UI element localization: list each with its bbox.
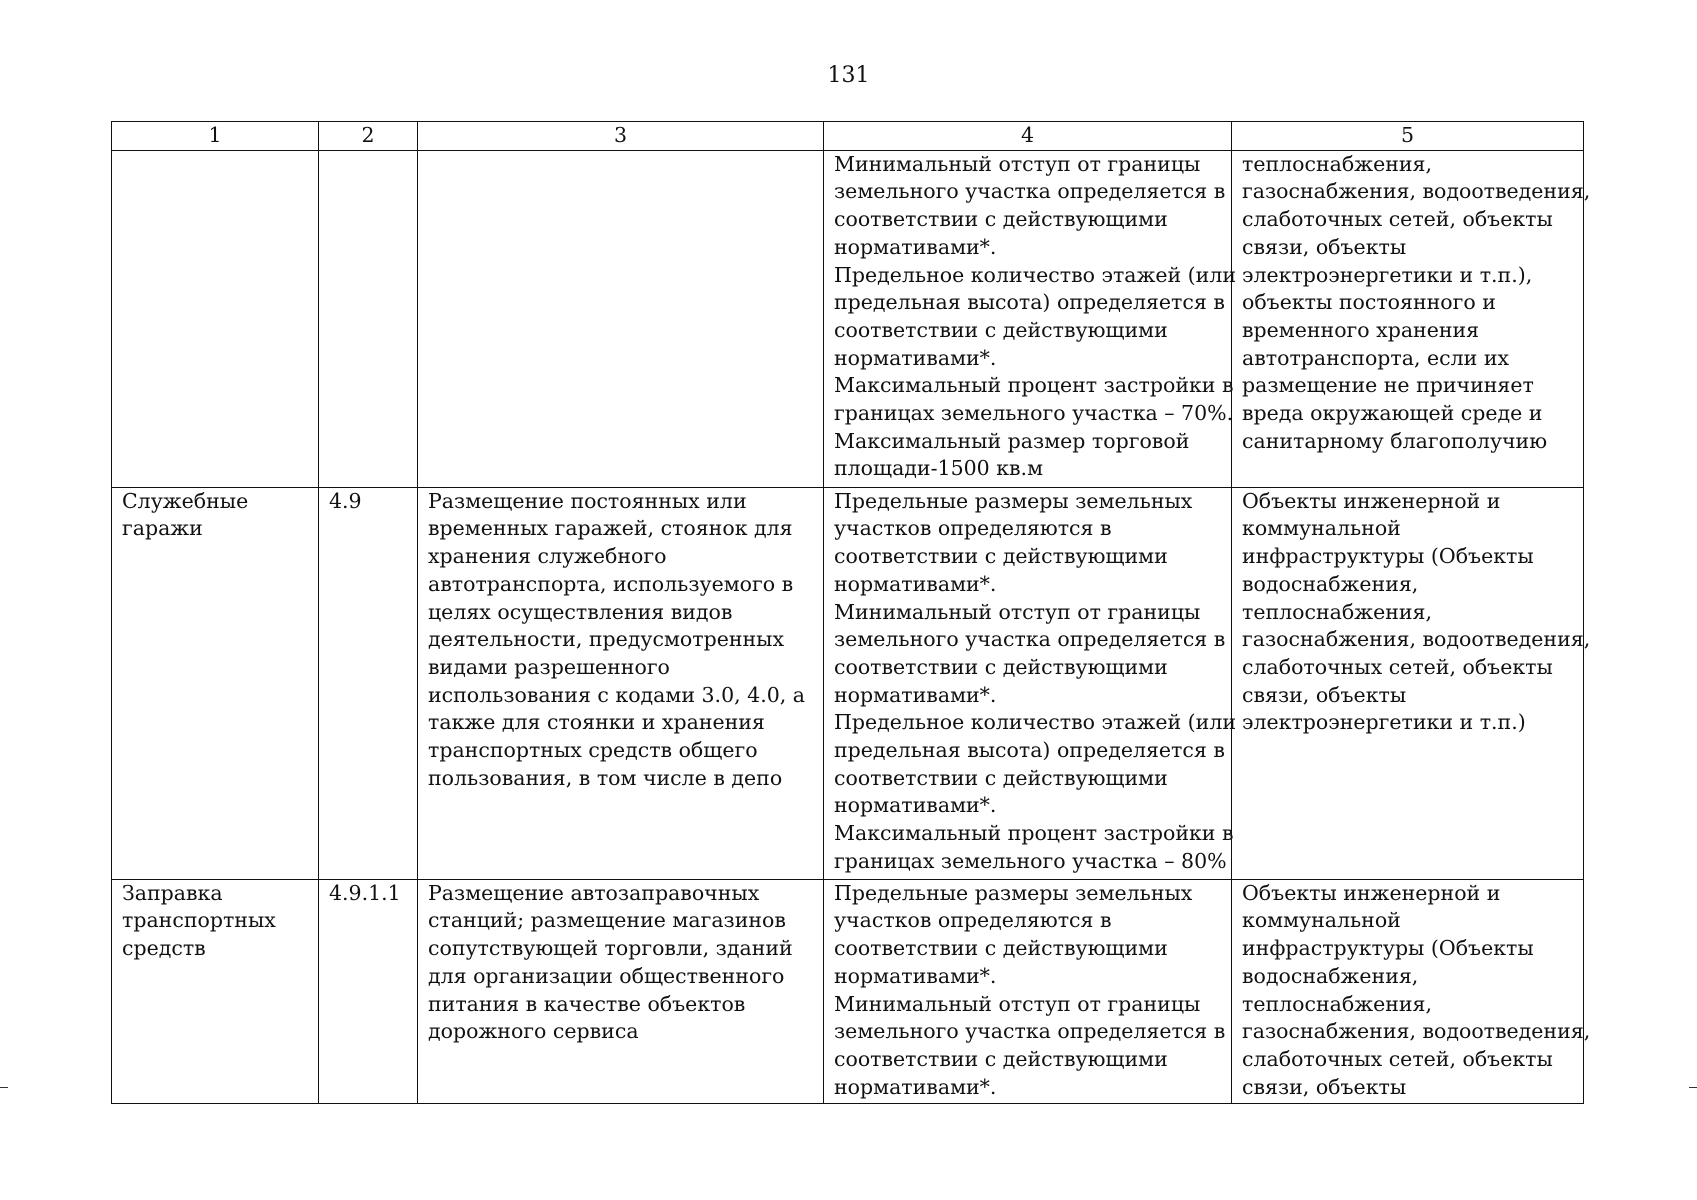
cell-text-line: соответствии с действующими — [834, 765, 1168, 790]
cell-parameters — [824, 150, 1237, 487]
cell-text-line: Минимальный отступ от границы — [834, 599, 1201, 624]
cell-text-line: водоснабжения, — [1242, 963, 1419, 988]
cell-text-line: временного хранения — [1242, 317, 1480, 342]
cell-text-line: связи, объекты — [1242, 234, 1407, 259]
cell-text-line: 4.9.1.1 — [329, 880, 401, 905]
cell-text-line: Служебные — [122, 488, 249, 513]
cell-text-line: участков определяются в — [834, 516, 1112, 541]
cell-text-line: размещение не причиняет — [1242, 373, 1534, 398]
cell-text-line: видами разрешенного — [428, 654, 670, 679]
cell-text-line: предельная высота) определяется в — [834, 738, 1225, 763]
cell-use-description — [418, 879, 824, 1103]
cell-text-line: гаражи — [122, 516, 203, 541]
cell-text-line: коммунальной — [1242, 516, 1401, 541]
cell-text-line: газоснабжения, водоотведения, — [1242, 1019, 1591, 1044]
cell-text-line: участков определяются в — [834, 908, 1112, 933]
table-row — [112, 879, 1584, 1103]
cell-text-line: автотранспорта, если их — [1242, 345, 1510, 370]
cell-text-line: электроэнергетики и т.п.) — [1242, 710, 1526, 735]
cell-text-line: сопутствующей торговли, зданий — [428, 936, 793, 961]
cell-text-line: земельного участка определяется в — [834, 1019, 1226, 1044]
cell-text-line: инфраструктуры (Объекты — [1242, 936, 1534, 961]
cell-text-line: газоснабжения, водоотведения, — [1242, 627, 1591, 652]
cell-text-line: объекты постоянного и — [1242, 290, 1496, 315]
cell-use-name — [112, 150, 319, 487]
cell-parameters — [824, 487, 1237, 879]
cell-text-line: 4.9 — [329, 488, 362, 513]
cell-text-line: водоснабжения, — [1242, 571, 1419, 596]
cell-text-line: Размещение постоянных или — [428, 488, 747, 513]
cell-text-line: станций; размещение магазинов — [428, 908, 786, 933]
cell-text-line: соответствии с действующими — [834, 1046, 1168, 1071]
cell-use-code — [319, 487, 418, 879]
table-row — [112, 487, 1584, 879]
cell-text-line: соответствии с действующими — [834, 654, 1168, 679]
cell-text-line: газоснабжения, водоотведения, — [1242, 179, 1591, 204]
cell-text-line: транспортных — [122, 908, 276, 933]
cell-text-line: теплоснабжения, — [1242, 991, 1432, 1016]
cell-text-line: нормативами*. — [834, 571, 997, 596]
cell-text-line: нормативами*. — [834, 793, 997, 818]
cell-text-line: дорожного сервиса — [428, 1019, 639, 1044]
cell-text-line: Максимальный размер торговой — [834, 428, 1190, 453]
cell-text-line: Объекты инженерной и — [1242, 488, 1501, 513]
cell-text-line: предельная высота) определяется в — [834, 290, 1225, 315]
cell-text-line: временных гаражей, стоянок для — [428, 516, 793, 541]
cell-text-line: связи, объекты — [1242, 1074, 1407, 1099]
cell-text-line: санитарному благополучию — [1242, 428, 1548, 453]
cell-text-line: автотранспорта, используемого в — [428, 571, 794, 596]
cell-text-line: транспортных средств общего — [428, 738, 758, 763]
cell-text-line: целях осуществления видов — [428, 599, 733, 624]
cell-text-line: теплоснабжения, — [1242, 151, 1432, 176]
cell-text-line: теплоснабжения, — [1242, 599, 1432, 624]
cell-text-line: хранения служебного — [428, 544, 667, 569]
cell-text-line: Предельные размеры земельных — [834, 880, 1193, 905]
cell-text-line: питания в качестве объектов — [428, 991, 746, 1016]
cell-auxiliary-uses — [1232, 487, 1591, 879]
cell-text-line: нормативами*. — [834, 234, 997, 259]
cell-text-line: соответствии с действующими — [834, 544, 1168, 569]
cell-use-name — [112, 487, 319, 879]
cell-text-line: вреда окружающей среде и — [1242, 401, 1543, 426]
cell-text-line: соответствии с действующими — [834, 936, 1168, 961]
cell-text-line: деятельности, предусмотренных — [428, 627, 785, 652]
header-cell-col5: 5 — [1232, 122, 1584, 151]
cell-text-line: пользования, в том числе в депо — [428, 765, 783, 790]
header-cell-col3: 3 — [418, 122, 824, 151]
cell-text-line: также для стоянки и хранения — [428, 710, 765, 735]
cell-text-line: нормативами*. — [834, 345, 997, 370]
cell-use-name — [112, 879, 319, 1103]
cell-use-code — [319, 150, 418, 487]
cell-use-description — [418, 150, 824, 487]
left-margin-mark — [0, 1087, 8, 1088]
cell-text-line: площади-1500 кв.м — [834, 456, 1044, 481]
right-margin-mark — [1689, 1087, 1697, 1088]
cell-text-line: нормативами*. — [834, 1074, 997, 1099]
cell-text-line: соответствии с действующими — [834, 207, 1168, 232]
header-cell-col2: 2 — [319, 122, 418, 151]
cell-text-line: использования с кодами 3.0, 4.0, а — [428, 682, 806, 707]
header-cell-col4: 4 — [824, 122, 1232, 151]
cell-text-line: коммунальной — [1242, 908, 1401, 933]
cell-text-line: слаботочных сетей, объекты — [1242, 207, 1553, 232]
cell-text-line: земельного участка определяется в — [834, 627, 1226, 652]
cell-auxiliary-uses — [1232, 879, 1591, 1103]
cell-text-line: средств — [122, 936, 206, 961]
cell-text-line: Размещение автозаправочных — [428, 880, 760, 905]
cell-use-description — [418, 487, 824, 879]
cell-text-line: Предельное количество этажей (или — [834, 710, 1237, 735]
cell-text-line: Максимальный процент застройки в — [834, 373, 1234, 398]
cell-text-line: связи, объекты — [1242, 682, 1407, 707]
land-use-table — [111, 121, 1591, 1104]
cell-text-line: электроэнергетики и т.п.), — [1242, 262, 1533, 287]
cell-text-line: земельного участка определяется в — [834, 179, 1226, 204]
cell-use-code — [319, 879, 418, 1103]
table-header-row — [112, 122, 1584, 151]
cell-text-line: Минимальный отступ от границы — [834, 151, 1201, 176]
cell-text-line: границах земельного участка – 80% — [834, 848, 1227, 873]
cell-text-line: границах земельного участка – 70%. — [834, 401, 1234, 426]
cell-text-line: для организации общественного — [428, 963, 785, 988]
cell-text-line: нормативами*. — [834, 682, 997, 707]
cell-text-line: Заправка — [122, 880, 223, 905]
header-cell-col1: 1 — [112, 122, 319, 151]
table-row — [112, 150, 1584, 487]
cell-text-line: инфраструктуры (Объекты — [1242, 544, 1534, 569]
cell-text-line: Минимальный отступ от границы — [834, 991, 1201, 1016]
cell-text-line: Максимальный процент застройки в — [834, 821, 1234, 846]
cell-text-line: Объекты инженерной и — [1242, 880, 1501, 905]
cell-text-line: слаботочных сетей, объекты — [1242, 654, 1553, 679]
cell-text-line: Предельное количество этажей (или — [834, 262, 1237, 287]
cell-text-line: слаботочных сетей, объекты — [1242, 1046, 1553, 1071]
cell-parameters — [824, 879, 1232, 1103]
page-number: 131 — [827, 63, 870, 88]
cell-text-line: Предельные размеры земельных — [834, 488, 1193, 513]
cell-text-line: нормативами*. — [834, 963, 997, 988]
cell-auxiliary-uses — [1232, 150, 1591, 487]
cell-text-line: соответствии с действующими — [834, 317, 1168, 342]
